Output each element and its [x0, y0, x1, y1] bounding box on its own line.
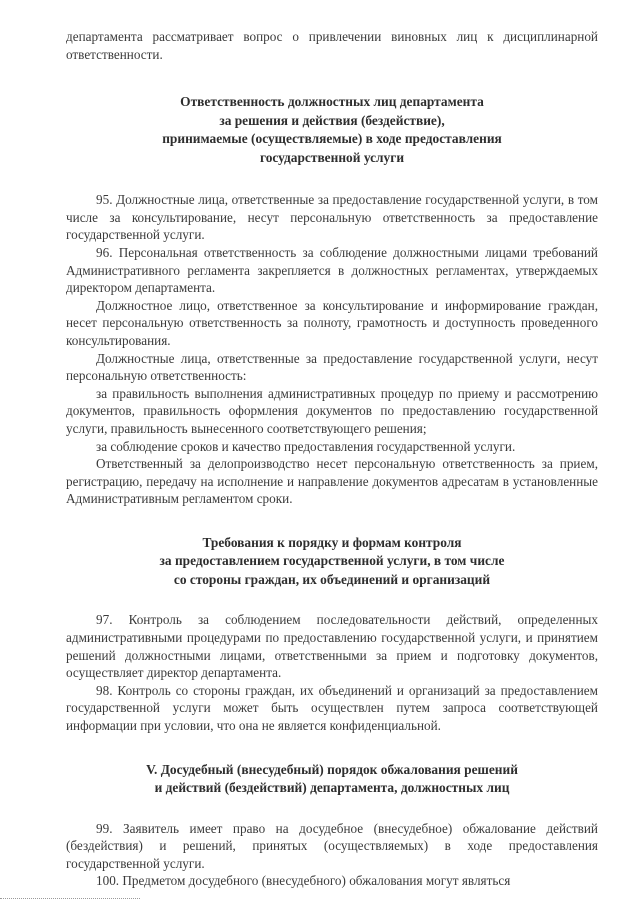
paragraph-records: Ответственный за делопроизводство несет персональную ответственность за прием, регистрацию, передачу на исполнение и направление документов адресатам в установленные Административным регламентом сроки. — [66, 456, 598, 507]
paragraph-correctness: за правильность выполнения административных процедур по приему и рассмотрению документов, правильность оформления документов по предоставлению государственной услуги, правильность вынесенного соответствующего решения; — [66, 385, 598, 436]
paragraph-99: 99. Заявитель имеет право на досудебное (внесудебное) обжалование действий (бездействия) и решений, принятых (осуществляемых) в ходе предоставления государственной услуги. — [66, 820, 598, 871]
heading-line: со стороны граждан, их объединений и организаций — [173, 571, 491, 587]
heading-line: и действий (бездействий) департамента, должностных лиц — [154, 780, 510, 796]
heading-line: за решения и действия (бездействие), — [219, 112, 445, 128]
heading-line: государственной услуги — [259, 149, 405, 165]
heading-line: Ответственность должностных лиц департамента — [180, 94, 484, 110]
paragraph-100: 100. Предметом досудебного (внесудебного) обжалования могут являться — [96, 873, 511, 889]
paragraph-deadlines: за соблюдение сроков и качество предоставления государственной услуги. — [96, 438, 516, 454]
footnote-separator — [0, 898, 140, 899]
heading-line: принимаемые (осуществляемые) в ходе предоставления — [162, 131, 502, 147]
intro-paragraph-tail: департамента рассматривает вопрос о привлечении виновных лиц к дисциплинарной ответственности. — [66, 29, 598, 62]
heading-line: Требования к порядку и формам контроля — [202, 534, 462, 550]
paragraph-98: 98. Контроль со стороны граждан, их объединений и организаций за предоставлением государственной услуги может быть осуществлен путем запроса соответствующей информации при условии, что она не является конфиденциальной. — [66, 682, 598, 733]
paragraph-officials: Должностные лица, ответственные за предоставление государственной услуги, несут персональную ответственность: — [66, 350, 598, 384]
paragraph-96: 96. Персональная ответственность за соблюдение должностными лицами требований Административного регламента закрепляется в должностных регламентах, утверждаемых директором департамента. — [66, 244, 598, 296]
paragraph-97: 97. Контроль за соблюдением последовательности действий, определенных административными процедурами по предоставлению государственной услуги, и принятием решений должностными лицами, ответственными за прием и подготовку документов, осуществляет директор департамента. — [66, 612, 598, 681]
paragraph-consulting: Должностное лицо, ответственное за консультирование и информирование граждан, несет персональную ответственность за полноту, грамотность и доступность проведенного консультирования. — [66, 297, 598, 348]
heading-line: за предоставлением государственной услуги, в том числе — [159, 553, 505, 569]
paragraph-95: 95. Должностные лица, ответственные за предоставление государственной услуги, в том числе за консультирование, несут персональную ответственность за предоставление государственной услуги. — [66, 192, 598, 243]
section-heading-appeal — [66, 761, 598, 798]
section-heading-responsibility — [66, 93, 598, 167]
heading-line: V. Досудебный (внесудебный) порядок обжалования решений — [146, 761, 518, 777]
section-heading-control — [66, 534, 598, 590]
